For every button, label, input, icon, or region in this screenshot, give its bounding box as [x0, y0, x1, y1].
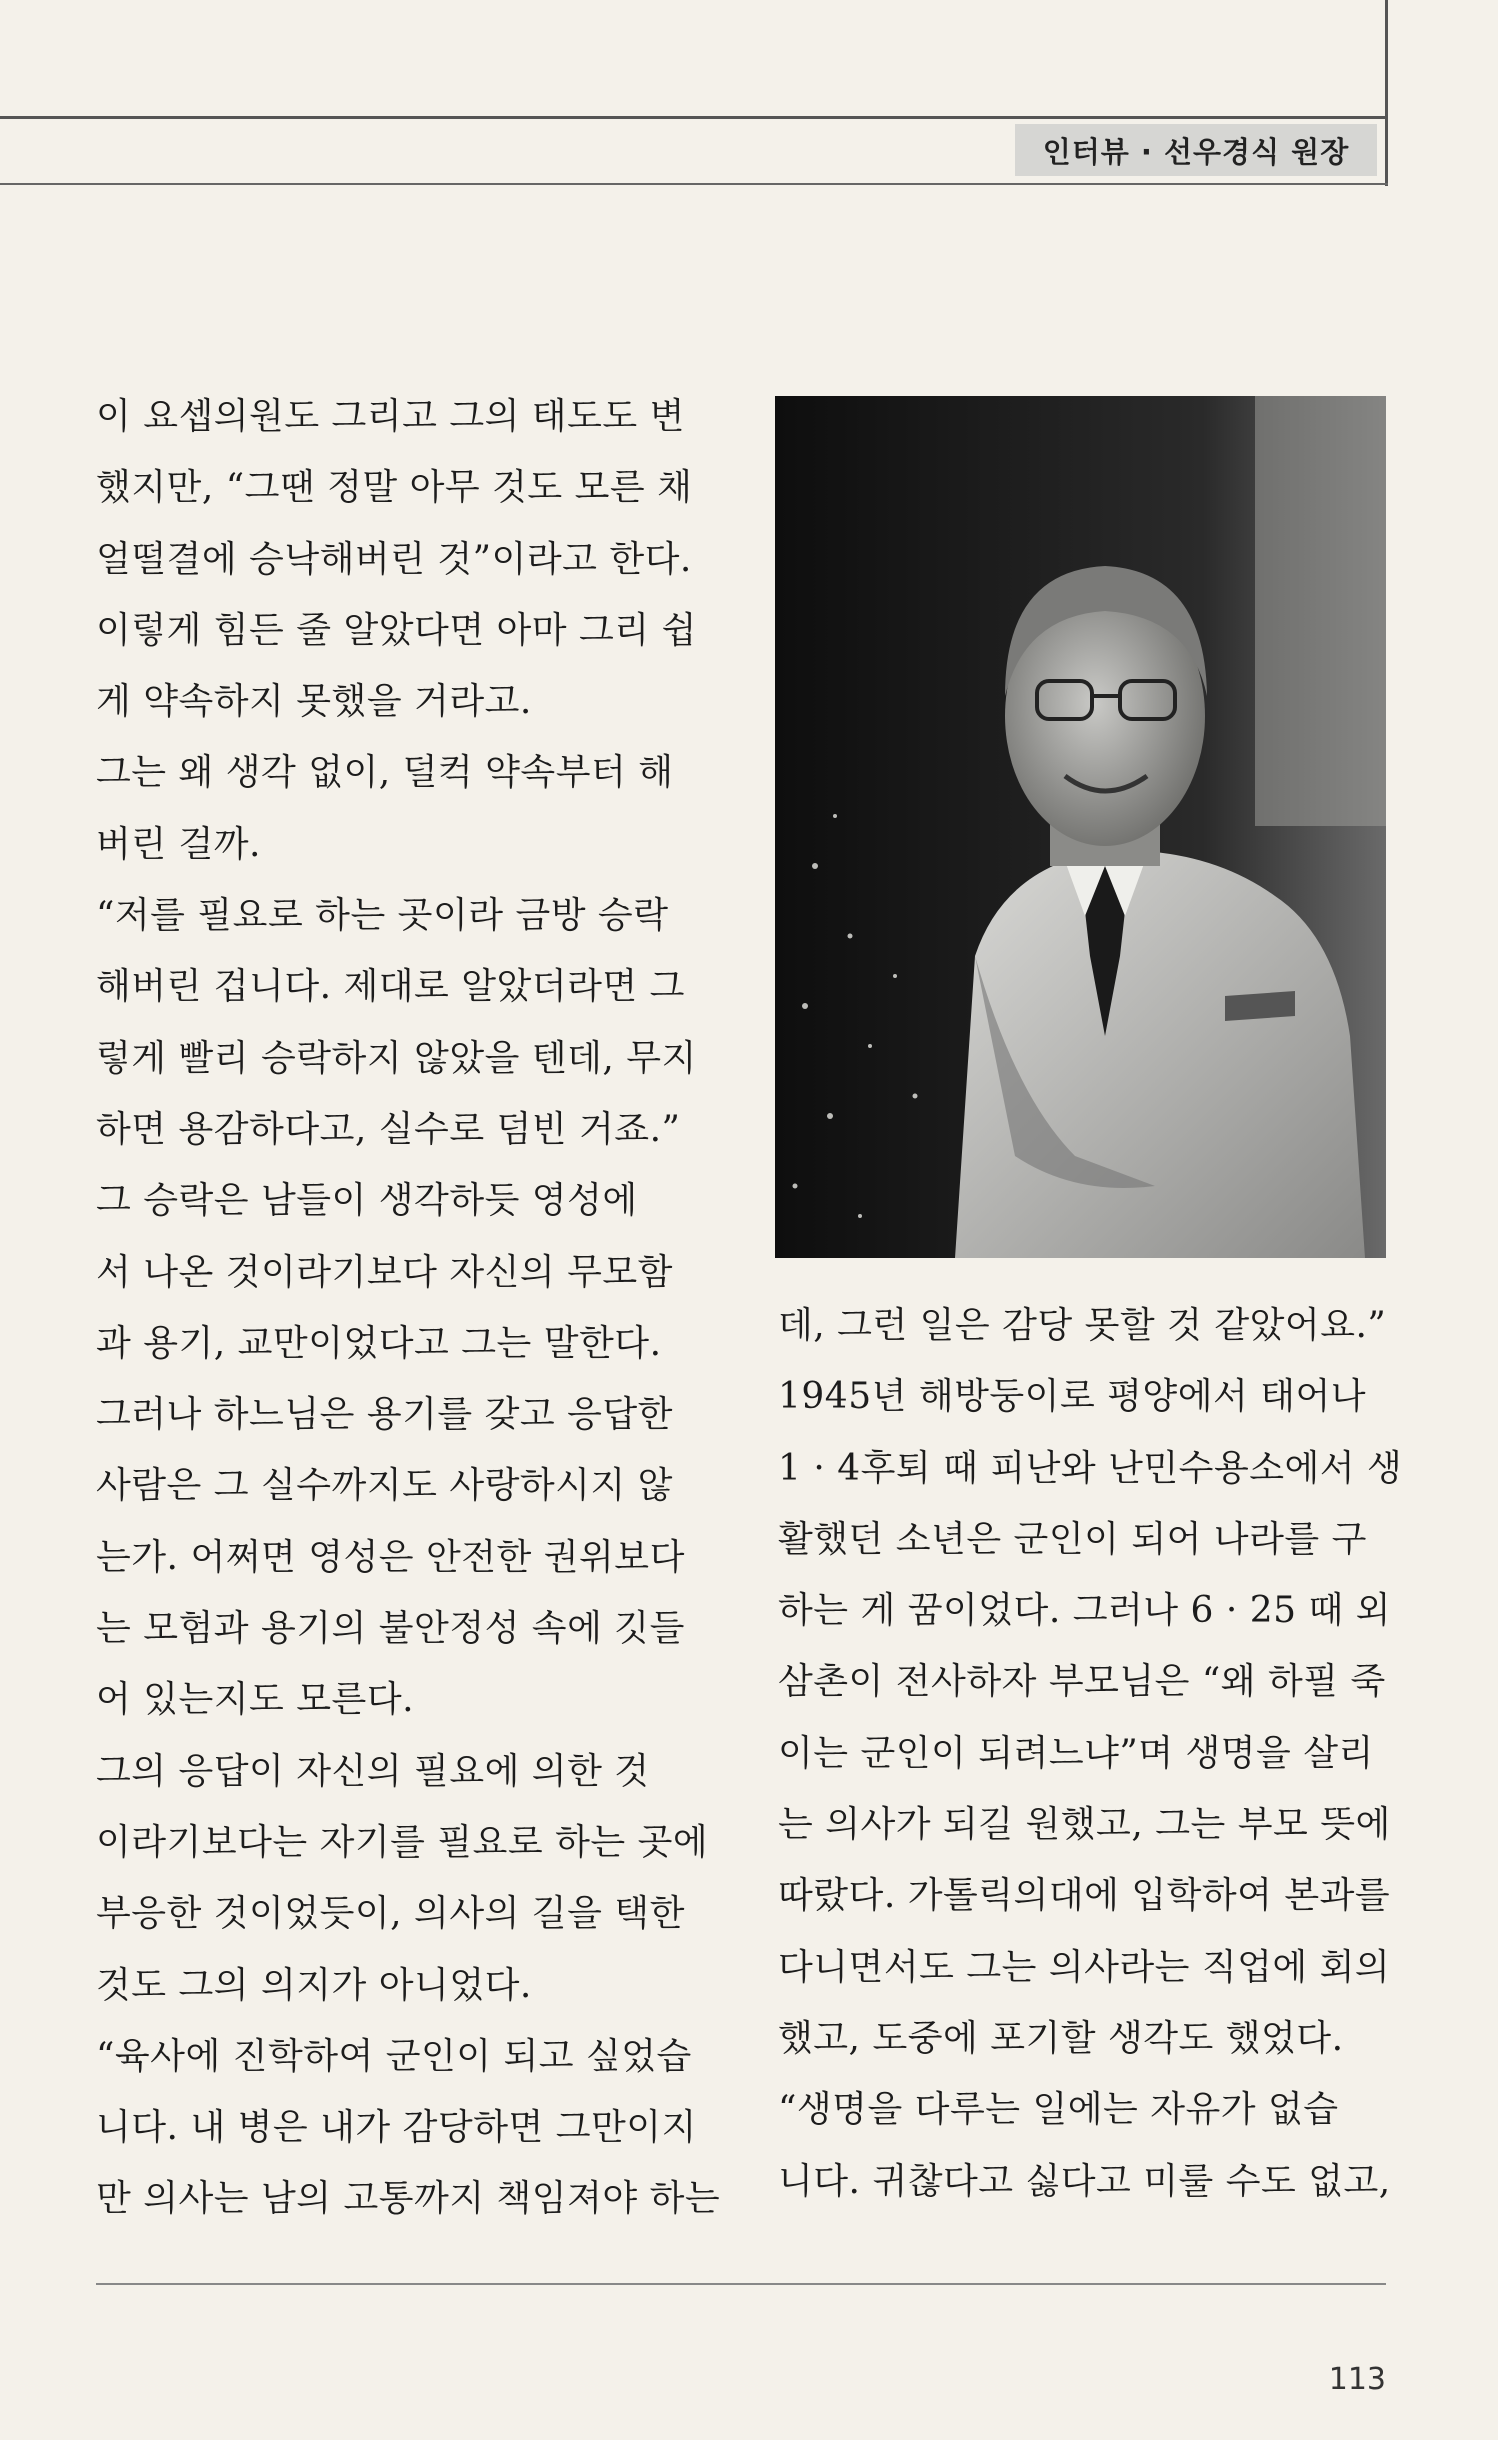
text-line: 어 있는지도 모른다. — [96, 1679, 415, 1721]
text-line: 삼촌이 전사하자 부모님은 “왜 하필 죽 — [778, 1661, 1386, 1703]
text-line: 만 의사는 남의 고통까지 책임져야 하는 — [96, 2178, 721, 2220]
text-line: 그러나 하느님은 용기를 갖고 응답한 — [96, 1394, 673, 1436]
text-line: 1 · 4후퇴 때 피난와 난민수용소에서 생 — [778, 1447, 1403, 1489]
header-bottom-rule — [0, 183, 1388, 185]
text-line: 따랐다. 가톨릭의대에 입학하여 본과를 — [778, 1875, 1391, 1917]
text-line: 게 약속하지 못했을 거라고. — [96, 681, 532, 723]
text-line: 그의 응답이 자신의 필요에 의한 것 — [96, 1750, 650, 1792]
text-line: 이 요셉의원도 그리고 그의 태도도 변 — [96, 396, 685, 437]
text-line: 활했던 소년은 군인이 되어 나라를 구 — [778, 1518, 1367, 1560]
section-title: 인터뷰 · 선우경식 원장 — [1015, 124, 1377, 176]
text-line: “육사에 진학하여 군인이 되고 싶었습 — [96, 2035, 692, 2077]
text-line: 이라기보다는 자기를 필요로 하는 곳에 — [96, 1821, 709, 1863]
text-line: 서 나온 것이라기보다 자신의 무모함 — [96, 1251, 673, 1293]
right-text-column — [778, 1290, 1403, 2217]
text-line: 는가. 어쩌면 영성은 안전한 권위보다 — [96, 1536, 685, 1578]
text-line: 과 용기, 교만이었다고 그는 말한다. — [96, 1322, 662, 1364]
text-line: 했지만, “그땐 정말 아무 것도 모른 채 — [96, 467, 693, 509]
text-line: 1945년 해방둥이로 평양에서 태어나 — [778, 1376, 1367, 1418]
text-line: 부응한 것이었듯이, 의사의 길을 택한 — [96, 1893, 685, 1935]
text-line: 는 모험과 용기의 불안정성 속에 깃들 — [96, 1608, 685, 1650]
text-line: 사람은 그 실수까지도 사랑하시지 않 — [96, 1465, 673, 1507]
text-line: “저를 필요로 하는 곳이라 금방 승락 — [96, 895, 669, 937]
text-line: “생명을 다루는 일에는 자유가 없습 — [778, 2089, 1339, 2131]
text-line: 니다. 귀찮다고 싫다고 미룰 수도 없고, — [778, 2160, 1391, 2202]
header-rule — [0, 116, 1385, 119]
text-line: 이렇게 힘든 줄 알았다면 아마 그리 쉽 — [96, 609, 697, 651]
text-line: 그 승락은 남들이 생각하듯 영성에 — [96, 1180, 638, 1222]
text-line: 니다. 내 병은 내가 감당하면 그만이지 — [96, 2107, 697, 2149]
portrait-illustration — [775, 396, 1386, 1258]
text-line: 버린 걸까. — [96, 823, 261, 865]
text-line: 했고, 도중에 포기할 생각도 했었다. — [778, 2017, 1344, 2059]
text-line: 하는 게 꿈이었다. 그러나 6 · 25 때 외 — [778, 1590, 1391, 1632]
text-line: 데, 그런 일은 감당 못할 것 같았어요.” — [778, 1305, 1387, 1346]
text-line: 해버린 겁니다. 제대로 알았더라면 그 — [96, 966, 685, 1008]
text-line: 이는 군인이 되려느냐”며 생명을 살리 — [778, 1732, 1374, 1774]
text-line: 것도 그의 의지가 아니었다. — [96, 1964, 532, 2006]
text-line: 하면 용감하다고, 실수로 덤빈 거죠.” — [96, 1108, 681, 1150]
left-text-column — [96, 381, 721, 2235]
page-number: 113 — [1328, 2362, 1386, 2397]
text-line: 얼떨결에 승낙해버린 것”이라고 한다. — [96, 538, 692, 580]
footer-rule — [96, 2283, 1386, 2285]
header-vertical-rule — [1385, 0, 1388, 186]
text-line: 는 의사가 되길 원했고, 그는 부모 뜻에 — [778, 1804, 1391, 1846]
portrait-photo — [775, 396, 1386, 1258]
text-line: 그는 왜 생각 없이, 덜컥 약속부터 해 — [96, 752, 674, 794]
text-line: 렇게 빨리 승락하지 않았을 텐데, 무지 — [96, 1037, 697, 1079]
text-line: 다니면서도 그는 의사라는 직업에 회의 — [778, 1946, 1391, 1988]
